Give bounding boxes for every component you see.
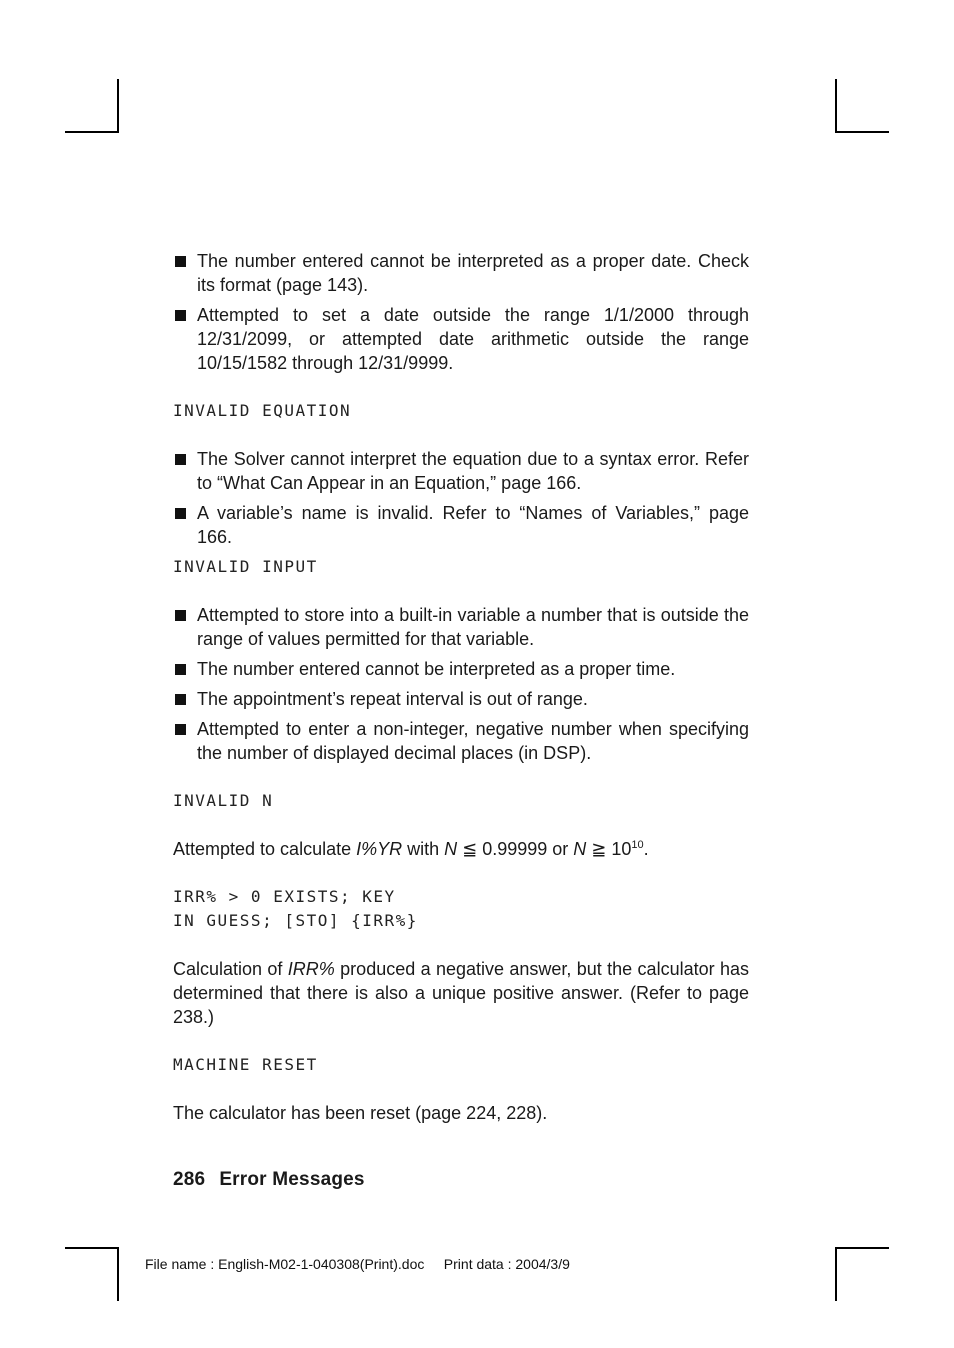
page-footer-title	[173, 1169, 365, 1191]
square-bullet-icon	[175, 508, 186, 519]
irr-description: Calculation of IRR% produced a negative answer, but the calculator has determined that there is also a unique positive answer. (Refer to page 238.)	[173, 959, 749, 1027]
file-info: File name : English-M02-1-040308(Print).doc Print data : 2004/3/9	[145, 1256, 570, 1272]
list-item: Attempted to enter a non-integer, negative number when specifying the number of displayed decimal places (in DSP).	[173, 717, 749, 765]
square-bullet-icon	[175, 664, 186, 675]
crop-mark-top-right-h	[835, 131, 889, 133]
square-bullet-icon	[175, 454, 186, 465]
error-heading-machine-reset: MACHINE RESET	[173, 1055, 318, 1074]
error-heading-invalid-equation: INVALID EQUATION	[173, 401, 352, 420]
list-item: The number entered cannot be interpreted as a proper time.	[173, 657, 749, 681]
square-bullet-icon	[175, 310, 186, 321]
list-item: The Solver cannot interpret the equation due to a syntax error. Refer to “What Can Appear in an Equation,” page 166.	[173, 447, 749, 495]
error-heading-irr-line-2: IN GUESS; [STO] {IRR%}	[173, 911, 418, 930]
chapter-title: Error Messages	[219, 1169, 365, 1190]
error-heading-irr-line-1: IRR% > 0 EXISTS; KEY	[173, 887, 396, 906]
list-item: Attempted to set a date outside the range 1/1/2000 through 12/31/2099, or attempted date arithmetic outside the range 10/15/1582 through 12/31/9999.	[173, 303, 749, 375]
list-item: The appointment’s repeat interval is out of range.	[173, 687, 749, 711]
square-bullet-icon	[175, 610, 186, 621]
crop-mark-bottom-left-v	[117, 1247, 119, 1301]
date-error-list	[173, 249, 749, 375]
square-bullet-icon	[175, 694, 186, 705]
list-item: Attempted to store into a built-in variable a number that is outside the range of values permitted for that variable.	[173, 603, 749, 651]
list-item: The number entered cannot be interpreted as a proper date. Check its format (page 143).	[173, 249, 749, 297]
crop-mark-top-right-v	[835, 79, 837, 132]
input-error-list	[173, 603, 749, 765]
square-bullet-icon	[175, 724, 186, 735]
equation-error-list	[173, 447, 749, 549]
crop-mark-bottom-right-v	[835, 1247, 837, 1301]
crop-mark-top-left-h	[65, 131, 119, 133]
invalid-n-description: Attempted to calculate I%YR with N ≦ 0.99999 or N ≧ $10^{10}$.	[173, 839, 649, 859]
machine-reset-description: The calculator has been reset (page 224, 228).	[173, 1103, 548, 1123]
crop-mark-bottom-left-h	[65, 1247, 119, 1249]
square-bullet-icon	[175, 256, 186, 267]
crop-mark-top-left-v	[117, 79, 119, 132]
list-item: A variable’s name is invalid. Refer to “Names of Variables,” page 166.	[173, 501, 749, 549]
page-content	[173, 249, 749, 1125]
error-heading-invalid-input: INVALID INPUT	[173, 557, 318, 576]
crop-mark-bottom-right-h	[835, 1247, 889, 1249]
error-heading-invalid-n: INVALID N	[173, 791, 274, 810]
page-number: 286	[173, 1169, 206, 1190]
